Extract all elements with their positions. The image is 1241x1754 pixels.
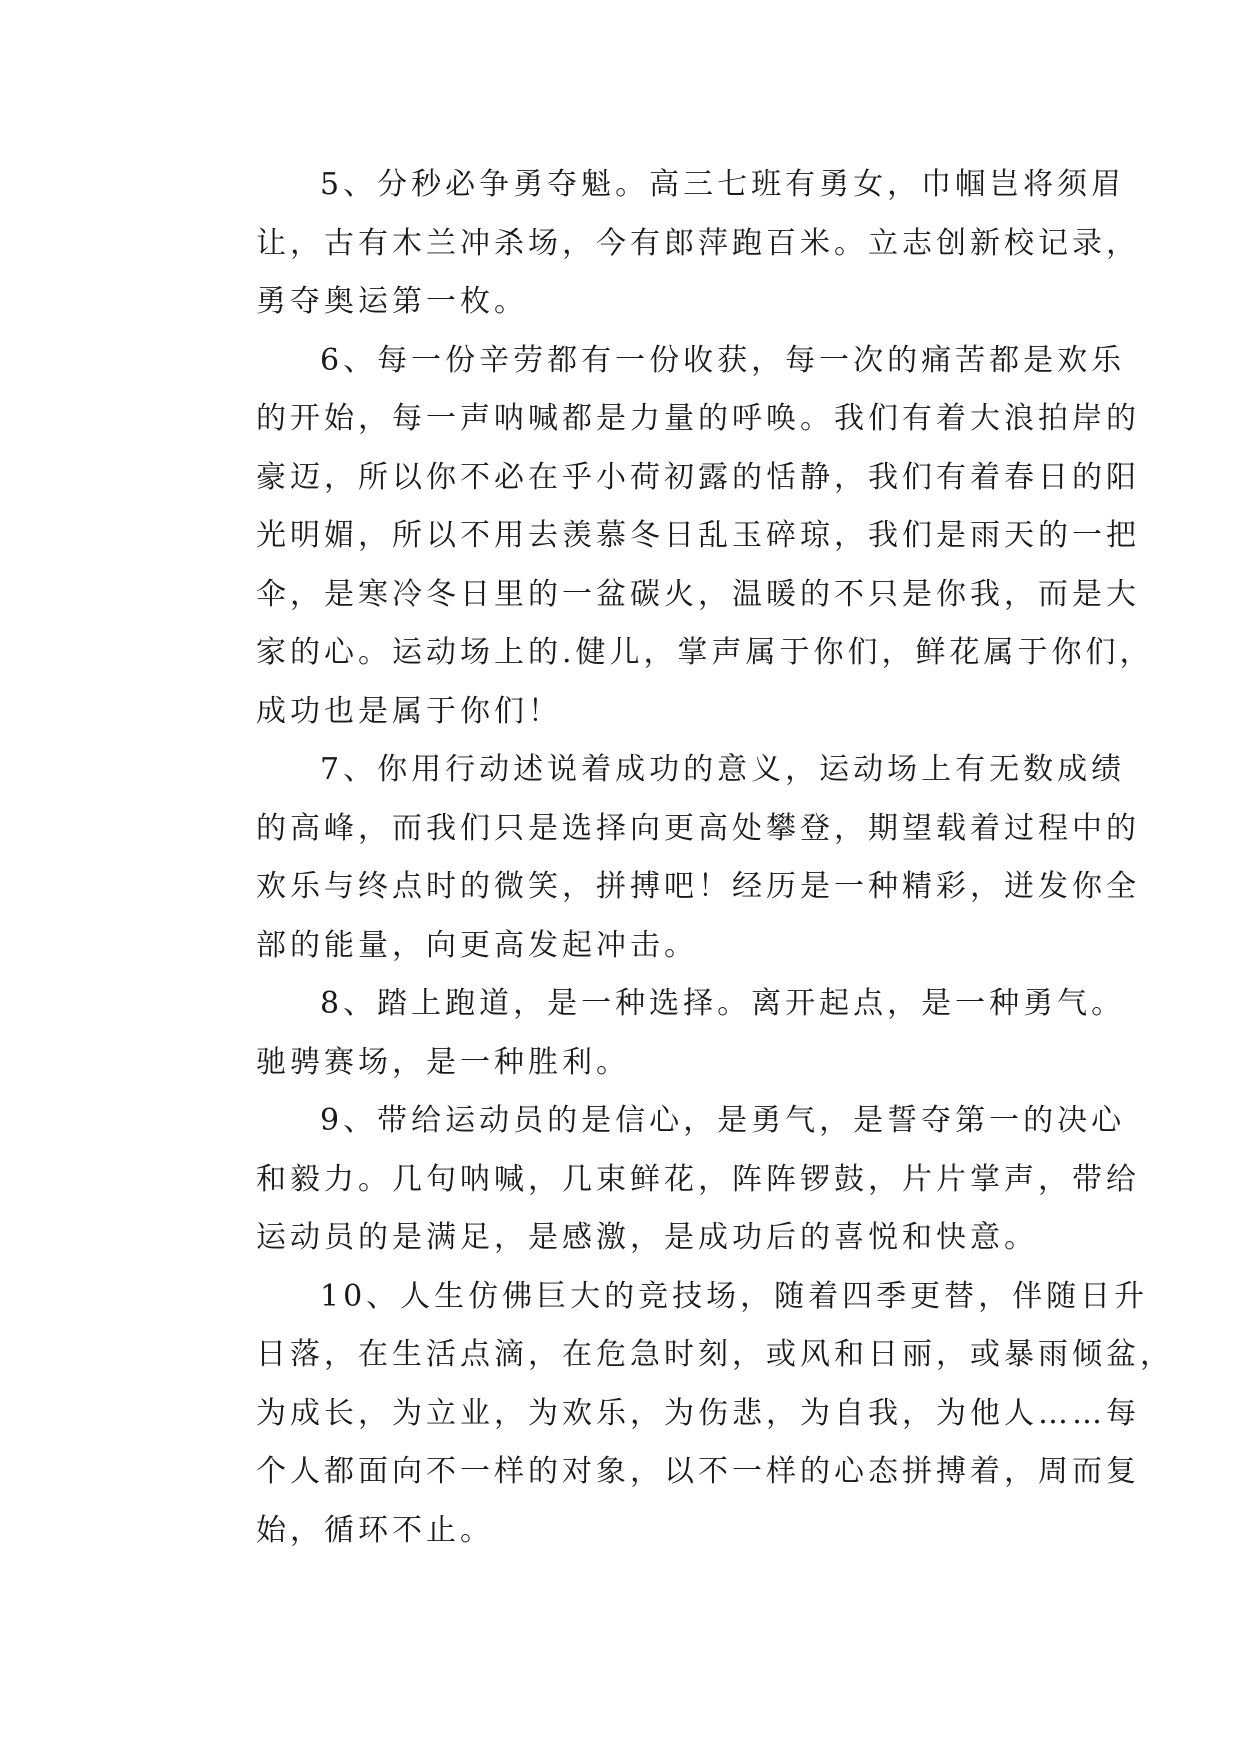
text-line: 个人都面向不一样的对象，以不一样的心态拼搏着，周而复	[256, 1454, 1140, 1489]
text-line: 豪迈，所以你不必在乎小荷初露的恬静，我们有着春日的阳	[256, 459, 1140, 495]
text-line: 7、你用行动述说着成功的意义，运动场上有无数成绩	[320, 752, 1126, 787]
text-line: 始，循环不止。	[256, 1512, 494, 1548]
paragraph-10	[192, 1268, 1174, 1561]
text-line: 10、人生仿佛巨大的竞技场，随着四季更替，伴随日升	[320, 1278, 1149, 1314]
text-line: 勇夺奥运第一枚。	[256, 284, 528, 319]
paragraph-5	[192, 156, 1140, 332]
text-line: 8、踏上跑道，是一种选择。离开起点，是一种勇气。	[320, 986, 1126, 1021]
text-line: 伞，是寒冷冬日里的一盆碳火，温暖的不只是你我，而是大	[256, 576, 1140, 612]
paragraph-6	[192, 332, 1154, 742]
paragraph-9	[192, 1092, 1140, 1268]
text-line: 6、每一份辛劳都有一份收获，每一次的痛苦都是欢乐	[320, 342, 1126, 378]
text-line: 日落，在生活点滴，在危急时刻，或风和日丽，或暴雨倾盆，	[256, 1337, 1174, 1372]
text-line: 光明媚，所以不用去羡慕冬日乱玉碎琼，我们是雨天的一把	[256, 518, 1140, 553]
text-line: 5、分秒必争勇夺魁。高三七班有勇女，巾帼岂将须眉	[320, 167, 1126, 202]
text-line: 为成长，为立业，为欢乐，为伤悲，为自我，为他人……每	[256, 1395, 1140, 1431]
text-line: 驰骋赛场，是一种胜利。	[256, 1044, 630, 1080]
text-line: 的高峰，而我们只是选择向更高处攀登，期望载着过程中的	[256, 810, 1140, 846]
text-line: 部的能量，向更高发起冲击。	[256, 927, 698, 963]
document-body	[192, 156, 1174, 1560]
text-line: 的开始，每一声呐喊都是力量的呼唤。我们有着大浪拍岸的	[256, 401, 1140, 436]
text-line: 欢乐与终点时的微笑，拼搏吧！经历是一种精彩，迸发你全	[256, 869, 1140, 904]
text-line: 成功也是属于你们！	[256, 693, 562, 729]
paragraph-7	[192, 741, 1140, 975]
text-line: 9、带给运动员的是信心，是勇气，是誓夺第一的决心	[320, 1103, 1126, 1138]
text-line: 运动员的是满足，是感激，是成功后的喜悦和快意。	[256, 1220, 1038, 1255]
text-line: 让，古有木兰冲杀场，今有郎萍跑百米。立志创新校记录，	[256, 225, 1140, 261]
text-line: 和毅力。几句呐喊，几束鲜花，阵阵锣鼓，片片掌声，带给	[256, 1161, 1140, 1197]
text-line: 家的心。运动场上的.健儿，掌声属于你们，鲜花属于你们，	[256, 635, 1154, 670]
paragraph-8	[192, 975, 1126, 1092]
